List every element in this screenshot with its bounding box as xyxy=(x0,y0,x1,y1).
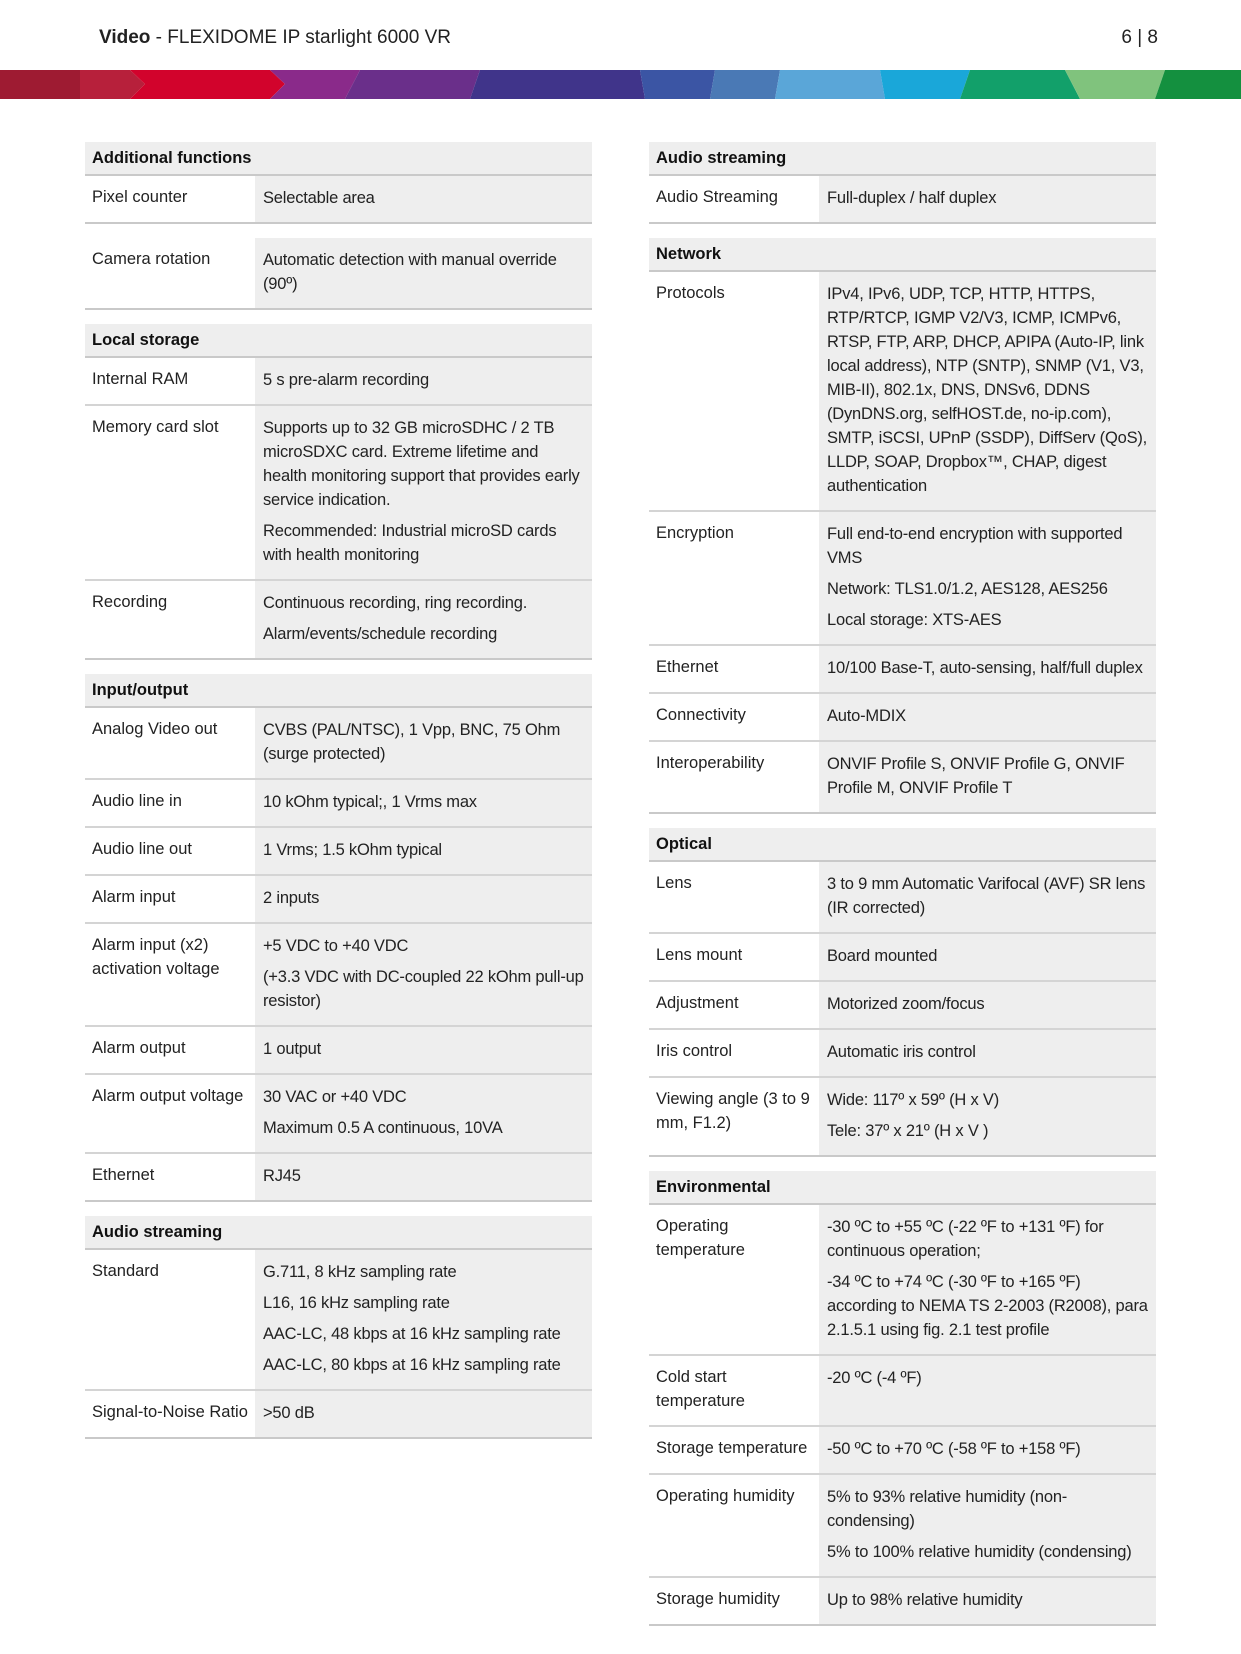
section-heading: Input/output xyxy=(85,674,592,708)
spec-value-line: 5% to 93% relative humidity (non-condensing) xyxy=(827,1488,1068,1530)
spec-value-line: Maximum 0.5 A continuous, 10VA xyxy=(263,1119,503,1137)
spec-value xyxy=(819,512,1156,644)
doc-product-name: FLEXIDOME IP starlight 6000 VR xyxy=(167,27,451,48)
spec-row xyxy=(649,1354,1156,1425)
spec-section xyxy=(649,238,1156,814)
doc-title-separator: - xyxy=(150,27,168,48)
spec-label: Audio line in xyxy=(85,780,255,826)
spec-value xyxy=(255,1027,592,1073)
spec-row xyxy=(649,1576,1156,1624)
spec-label: Protocols xyxy=(649,272,819,510)
spec-value xyxy=(255,924,592,1025)
spec-row xyxy=(85,708,592,778)
page-header xyxy=(0,0,1241,70)
spec-label: Alarm input xyxy=(85,876,255,922)
spec-row xyxy=(649,692,1156,740)
spec-label: Storage humidity xyxy=(649,1578,819,1624)
spec-row xyxy=(85,1250,592,1389)
spec-value xyxy=(819,1078,1156,1155)
spec-value xyxy=(819,1356,1156,1425)
spec-label: Signal-to-Noise Ratio xyxy=(85,1391,255,1437)
spec-value-line: Up to 98% relative humidity xyxy=(827,1591,1023,1609)
spec-row xyxy=(649,176,1156,222)
spec-label: Ethernet xyxy=(85,1154,255,1200)
spec-label: Ethernet xyxy=(649,646,819,692)
spec-value-line: RJ45 xyxy=(263,1167,301,1185)
section-heading: Additional functions xyxy=(85,142,592,176)
spec-value-line: Board mounted xyxy=(827,947,938,965)
spec-row xyxy=(649,740,1156,812)
spec-section xyxy=(85,674,592,1202)
section-heading: Network xyxy=(649,238,1156,272)
spec-value-line: -20 ºC (-4 ºF) xyxy=(827,1369,922,1387)
spec-value-line: Selectable area xyxy=(263,189,375,207)
spec-value xyxy=(819,1475,1156,1576)
spec-row xyxy=(85,176,592,222)
spec-label: Pixel counter xyxy=(85,176,255,222)
spec-value-line: -34 ºC to +74 ºC (-30 ºF to +165 ºF) according to NEMA TS 2-2003 (R2008), para 2.1.5.1 using fig. 2.1 test profile xyxy=(827,1273,1148,1339)
spec-value xyxy=(255,1250,592,1389)
spec-label: Interoperability xyxy=(649,742,819,812)
spec-value-line: Continuous recording, ring recording. xyxy=(263,594,528,612)
spec-label: Encryption xyxy=(649,512,819,644)
doc-category: Video xyxy=(99,27,151,48)
spec-section xyxy=(85,324,592,660)
spec-value xyxy=(819,1205,1156,1354)
spec-label: Operating temperature xyxy=(649,1205,819,1354)
spec-value-line: >50 dB xyxy=(263,1404,315,1422)
spec-value xyxy=(819,742,1156,812)
right-spec-column xyxy=(649,142,1156,1640)
spec-label: Alarm input (x2) activation voltage xyxy=(85,924,255,1025)
spec-value-line: Supports up to 32 GB microSDHC / 2 TB microSDXC card. Extreme lifetime and health monitoring support that provides early service indication. xyxy=(263,419,580,509)
spec-value-line: (+3.3 VDC with DC-coupled 22 kOhm pull-up resistor) xyxy=(263,968,584,1010)
spec-value xyxy=(255,780,592,826)
section-heading: Environmental xyxy=(649,1171,1156,1205)
spec-label: Memory card slot xyxy=(85,406,255,579)
spec-section xyxy=(85,1216,592,1439)
document-title xyxy=(99,27,451,49)
spec-value-line: -30 ºC to +55 ºC (-22 ºF to +131 ºF) for continuous operation; xyxy=(827,1218,1104,1260)
section-heading: Audio streaming xyxy=(85,1216,592,1250)
spec-section xyxy=(649,1171,1156,1626)
spec-row xyxy=(85,238,592,308)
spec-value xyxy=(255,1075,592,1152)
spec-value xyxy=(255,708,592,778)
spec-value-line: 1 Vrms; 1.5 kOhm typical xyxy=(263,841,442,859)
spec-row xyxy=(649,1425,1156,1473)
spec-row xyxy=(649,932,1156,980)
spec-value-line: Wide: 117º x 59º (H x V) xyxy=(827,1091,1000,1109)
spec-value-line: Auto-MDIX xyxy=(827,707,906,725)
spec-value-line: 5% to 100% relative humidity (condensing) xyxy=(827,1543,1132,1561)
spec-section xyxy=(85,142,592,224)
spec-value xyxy=(819,862,1156,932)
spec-label: Iris control xyxy=(649,1030,819,1076)
spec-value-line: AAC-LC, 48 kbps at 16 kHz sampling rate xyxy=(263,1325,561,1343)
spec-value xyxy=(819,934,1156,980)
spec-value xyxy=(819,982,1156,1028)
spec-label: Recording xyxy=(85,581,255,658)
spec-label: Alarm output xyxy=(85,1027,255,1073)
spec-row xyxy=(649,1076,1156,1155)
spec-row xyxy=(85,1073,592,1152)
spec-value xyxy=(255,1154,592,1200)
spec-label: Lens xyxy=(649,862,819,932)
spec-value-line: 5 s pre-alarm recording xyxy=(263,371,429,389)
spec-row xyxy=(85,404,592,579)
spec-row xyxy=(85,579,592,658)
spec-row xyxy=(649,862,1156,932)
spec-section xyxy=(85,238,592,310)
spec-value-line: ONVIF Profile S, ONVIF Profile G, ONVIF Profile M, ONVIF Profile T xyxy=(827,755,1125,797)
spec-value-line: -50 ºC to +70 ºC (-58 ºF to +158 ºF) xyxy=(827,1440,1081,1458)
spec-row xyxy=(85,922,592,1025)
spec-value-line: L16, 16 kHz sampling rate xyxy=(263,1294,450,1312)
spec-row xyxy=(85,1025,592,1073)
spec-value-line: Automatic iris control xyxy=(827,1043,976,1061)
spec-value xyxy=(255,876,592,922)
spec-value-line: Network: TLS1.0/1.2, AES128, AES256 xyxy=(827,580,1108,598)
spec-section xyxy=(649,828,1156,1157)
spec-row xyxy=(649,980,1156,1028)
spec-label: Cold start temperature xyxy=(649,1356,819,1425)
spec-value-line: 1 output xyxy=(263,1040,322,1058)
spec-value-line: Motorized zoom/focus xyxy=(827,995,985,1013)
spec-value xyxy=(255,406,592,579)
spec-label: Operating humidity xyxy=(649,1475,819,1576)
spec-row xyxy=(649,510,1156,644)
page-number: 6 | 8 xyxy=(1121,27,1158,48)
spec-label: Analog Video out xyxy=(85,708,255,778)
spec-value xyxy=(819,1030,1156,1076)
spec-value-line: Full-duplex / half duplex xyxy=(827,189,997,207)
spec-value-line: G.711, 8 kHz sampling rate xyxy=(263,1263,457,1281)
spec-row xyxy=(85,826,592,874)
section-heading: Audio streaming xyxy=(649,142,1156,176)
spec-label: Connectivity xyxy=(649,694,819,740)
spec-value xyxy=(819,272,1156,510)
left-spec-column xyxy=(85,142,592,1453)
spec-value xyxy=(819,694,1156,740)
spec-value xyxy=(255,238,592,308)
brand-color-stripe xyxy=(0,70,1241,99)
spec-value-line: Tele: 37º x 21º (H x V ) xyxy=(827,1122,989,1140)
spec-row xyxy=(649,1028,1156,1076)
spec-label: Lens mount xyxy=(649,934,819,980)
spec-row xyxy=(649,1473,1156,1576)
spec-value xyxy=(255,1391,592,1437)
spec-label: Storage temperature xyxy=(649,1427,819,1473)
spec-value xyxy=(255,176,592,222)
spec-value xyxy=(255,828,592,874)
section-heading: Optical xyxy=(649,828,1156,862)
spec-label: Audio line out xyxy=(85,828,255,874)
spec-value-line: Alarm/events/schedule recording xyxy=(263,625,498,643)
spec-label: Internal RAM xyxy=(85,358,255,404)
spec-label: Adjustment xyxy=(649,982,819,1028)
spec-label: Audio Streaming xyxy=(649,176,819,222)
spec-value-line: AAC-LC, 80 kbps at 16 kHz sampling rate xyxy=(263,1356,561,1374)
spec-label: Viewing angle (3 to 9 mm, F1.2) xyxy=(649,1078,819,1155)
spec-value-line: CVBS (PAL/NTSC), 1 Vpp, BNC, 75 Ohm (surge protected) xyxy=(263,721,561,763)
spec-value-line: Local storage: XTS-AES xyxy=(827,611,1002,629)
spec-value-line: Recommended: Industrial microSD cards with health monitoring xyxy=(263,522,557,564)
spec-value xyxy=(819,1578,1156,1624)
spec-value-line: Automatic detection with manual override (90º) xyxy=(263,251,557,293)
spec-value-line: Full end-to-end encryption with supported VMS xyxy=(827,525,1123,567)
spec-row xyxy=(649,272,1156,510)
spec-value-line: 2 inputs xyxy=(263,889,320,907)
spec-section xyxy=(649,142,1156,224)
spec-row xyxy=(649,644,1156,692)
spec-label: Camera rotation xyxy=(85,238,255,308)
spec-value-line: +5 VDC to +40 VDC xyxy=(263,937,409,955)
spec-value-line: 3 to 9 mm Automatic Varifocal (AVF) SR lens (IR corrected) xyxy=(827,875,1146,917)
spec-label: Standard xyxy=(85,1250,255,1389)
spec-value xyxy=(255,358,592,404)
spec-row xyxy=(85,778,592,826)
spec-row xyxy=(85,1389,592,1437)
spec-value-line: IPv4, IPv6, UDP, TCP, HTTP, HTTPS, RTP/RTCP, IGMP V2/V3, ICMP, ICMPv6, RTSP, FTP, ARP, DHCP, APIPA (Auto-IP, link local address), NTP (SNTP), SNMP (V1, V3, MIB-II), 802.1x, DNS, DNSv6, DDNS (DynDNS.org, selfHOST.de, no-ip.com), SMTP, iSCSI, UPnP (SSDP), DiffServ (QoS), LLDP, SOAP, Dropbox™, CHAP, digest authentication xyxy=(827,285,1148,495)
spec-value-line: 30 VAC or +40 VDC xyxy=(263,1088,407,1106)
spec-row xyxy=(85,874,592,922)
spec-value xyxy=(819,646,1156,692)
spec-value xyxy=(819,1427,1156,1473)
spec-value xyxy=(255,581,592,658)
spec-row xyxy=(85,358,592,404)
spec-label: Alarm output voltage xyxy=(85,1075,255,1152)
spec-value-line: 10 kOhm typical;, 1 Vrms max xyxy=(263,793,477,811)
spec-value xyxy=(819,176,1156,222)
spec-row xyxy=(85,1152,592,1200)
spec-value-line: 10/100 Base-T, auto-sensing, half/full duplex xyxy=(827,659,1143,677)
spec-row xyxy=(649,1205,1156,1354)
section-heading: Local storage xyxy=(85,324,592,358)
